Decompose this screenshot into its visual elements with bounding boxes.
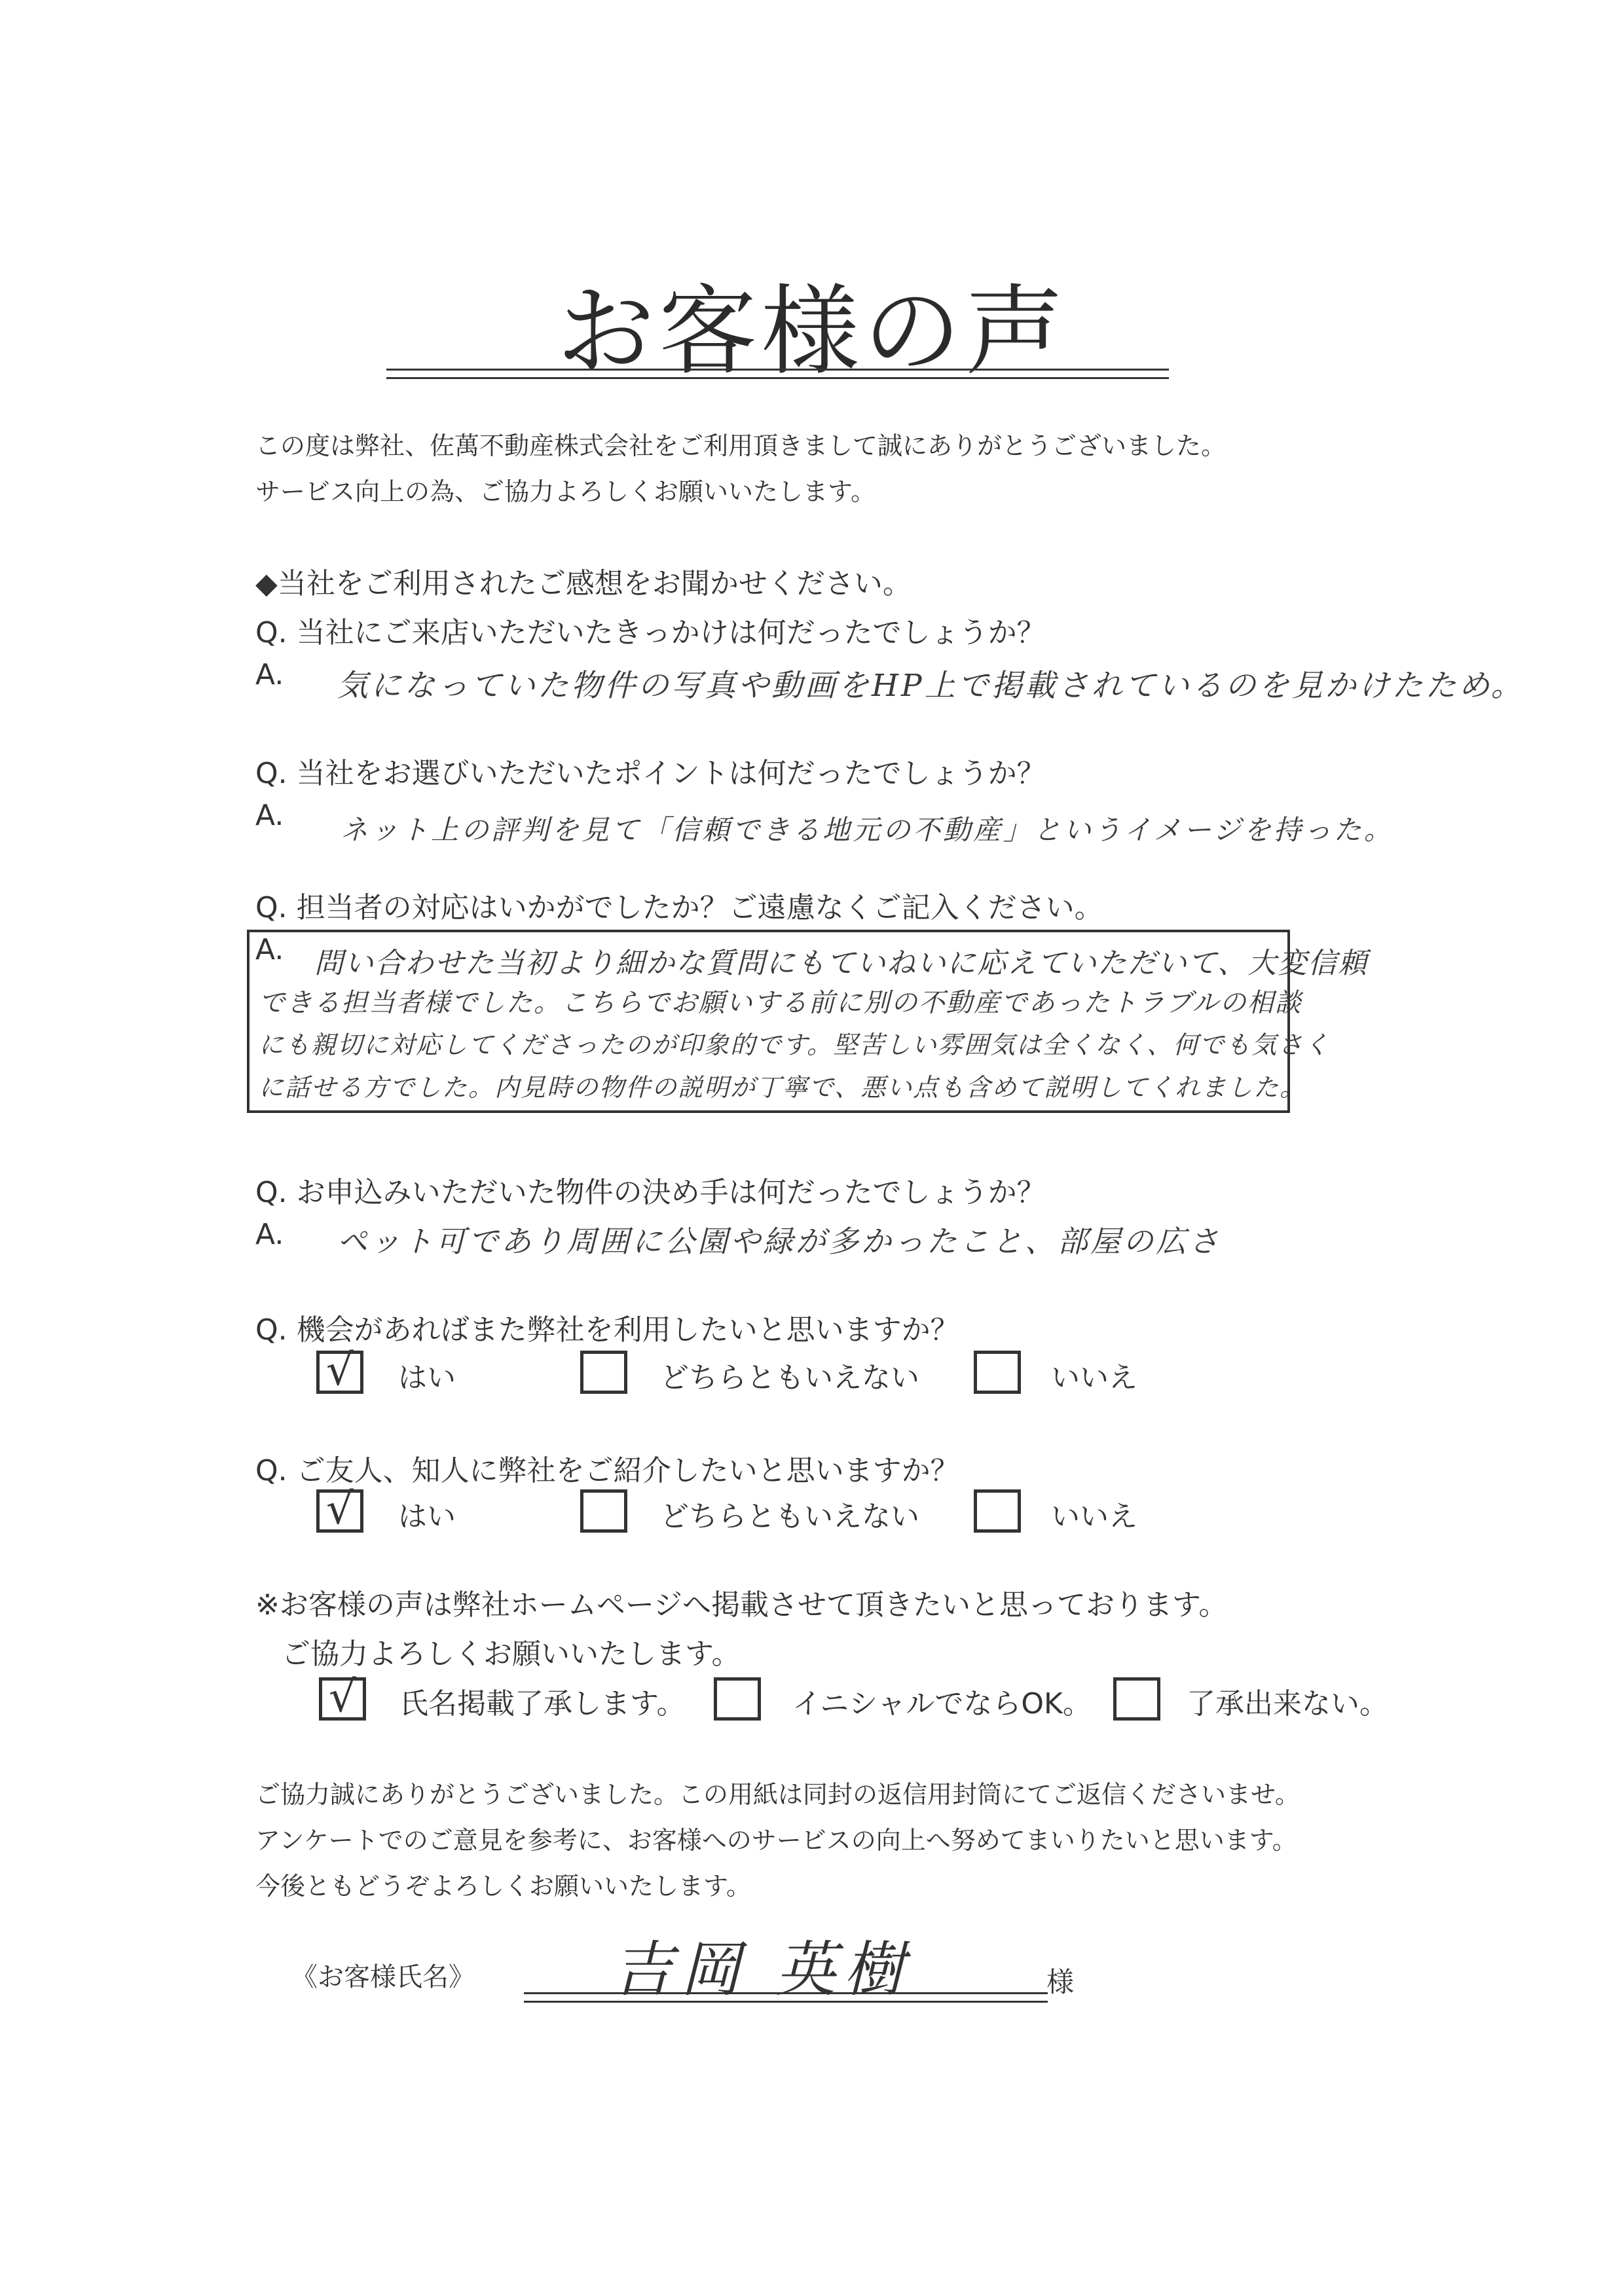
checkbox-revisit-yes[interactable] — [316, 1345, 363, 1395]
question-1: Q. 当社にご来店いただいたきっかけは何だったでしょうか？ — [255, 616, 1046, 649]
checkbox-refer-no[interactable] — [974, 1489, 1021, 1533]
option-refer-no: いいえ — [1051, 1500, 1137, 1533]
option-consent-initials: イニシャルでならOK。 — [792, 1687, 1092, 1721]
option-refer-yes: はい — [398, 1500, 456, 1533]
option-revisit-yes: はい — [398, 1361, 456, 1394]
answer-label-2: A. — [255, 799, 284, 832]
answer-1: 気になっていた物件の写真や動画をHP上で掲載されているのを見かけたため。 — [337, 668, 1524, 704]
question-6: Q. ご友人、知人に弊社をご紹介したいと思いますか？ — [255, 1454, 959, 1487]
checkbox-consent-initials[interactable] — [714, 1677, 761, 1721]
check-mark-icon: √ — [326, 1484, 354, 1534]
closing-line-1: ご協力誠にありがとうございました。この用紙は同封の返信用封筒にてご返信くださいませ。 — [255, 1780, 1300, 1809]
answer-label-3: A. — [255, 933, 284, 966]
question-5: Q. 機会があればまた弊社を利用したいと思いますか？ — [255, 1313, 959, 1347]
question-3: Q. 担当者の対応はいかがでしたか？ご遠慮なくご記入ください。 — [255, 891, 1103, 924]
check-mark-icon: √ — [326, 1345, 354, 1395]
check-mark-icon: √ — [329, 1671, 357, 1722]
answer-3-line-4: に話せる方でした。内見時の物件の説明が丁寧で、悪い点も含めて説明してくれました。 — [259, 1073, 1306, 1102]
answer-3-line-1: 問い合わせた当初より細かな質問にもていねいに応えていただいて、大変信頼 — [314, 947, 1369, 980]
option-refer-neutral: どちらともいえない — [660, 1500, 919, 1533]
checkbox-revisit-neutral[interactable] — [580, 1351, 627, 1394]
consent-note-2: ご協力よろしくお願いいたします。 — [282, 1637, 741, 1671]
option-revisit-neutral: どちらともいえない — [660, 1361, 919, 1394]
answer-label-4: A. — [255, 1218, 284, 1251]
closing-line-2: アンケートでのご意見を参考に、お客様へのサービスの向上へ努めてまいりたいと思います。 — [255, 1826, 1297, 1855]
signature-underline — [524, 1992, 1048, 1994]
section-heading: ◆当社をご利用されたご感想をお聞かせください。 — [255, 567, 912, 600]
page-title: お客様の声 — [556, 275, 1067, 389]
answer-label-1: A. — [255, 658, 284, 691]
answer-4: ペット可であり周囲に公園や緑が多かったこと、部屋の広さ — [337, 1224, 1221, 1259]
intro-line-2: サービス向上の為、ご協力よろしくお願いいたします。 — [255, 477, 876, 506]
title-underline — [386, 369, 1169, 371]
closing-line-3: 今後ともどうぞよろしくお願いいたします。 — [255, 1872, 751, 1901]
option-consent-decline: 了承出来ない。 — [1187, 1687, 1388, 1721]
option-consent-full-name: 氏名掲載了承します。 — [399, 1687, 686, 1721]
signature-suffix: 様 — [1046, 1966, 1075, 1998]
question-4: Q. お申込みいただいた物件の決め手は何だったでしょうか？ — [255, 1176, 1046, 1209]
checkbox-revisit-no[interactable] — [974, 1351, 1021, 1394]
signature-label: 《お客様氏名》 — [291, 1962, 475, 1992]
question-2: Q. 当社をお選びいただいたポイントは何だったでしょうか？ — [255, 757, 1046, 790]
answer-2: ネット上の評判を見て「信頼できる地元の不動産」というイメージを持った。 — [341, 814, 1394, 846]
checkbox-refer-neutral[interactable] — [580, 1489, 627, 1533]
answer-3-line-3: にも親切に対応してくださったのが印象的です。堅苦しい雰囲気は全くなく、何でも気さく — [259, 1030, 1331, 1059]
checkbox-consent-full-name[interactable] — [319, 1671, 366, 1722]
intro-line-1: この度は弊社、佐萬不動産株式会社をご利用頂きまして誠にありがとうございました。 — [255, 431, 1227, 460]
consent-note-1: ※お客様の声は弊社ホームページへ掲載させて頂きたいと思っております。 — [255, 1588, 1228, 1622]
option-revisit-no: いいえ — [1051, 1361, 1137, 1394]
answer-3-line-2: できる担当者様でした。こちらでお願いする前に別の不動産であったトラブルの相談 — [259, 988, 1302, 1018]
checkbox-consent-decline[interactable] — [1113, 1677, 1160, 1721]
signature-underline-second — [524, 2001, 1048, 2003]
customer-name: 吉岡 英樹 — [612, 1935, 912, 2005]
checkbox-refer-yes[interactable] — [316, 1484, 363, 1534]
title-underline-second — [386, 377, 1169, 379]
